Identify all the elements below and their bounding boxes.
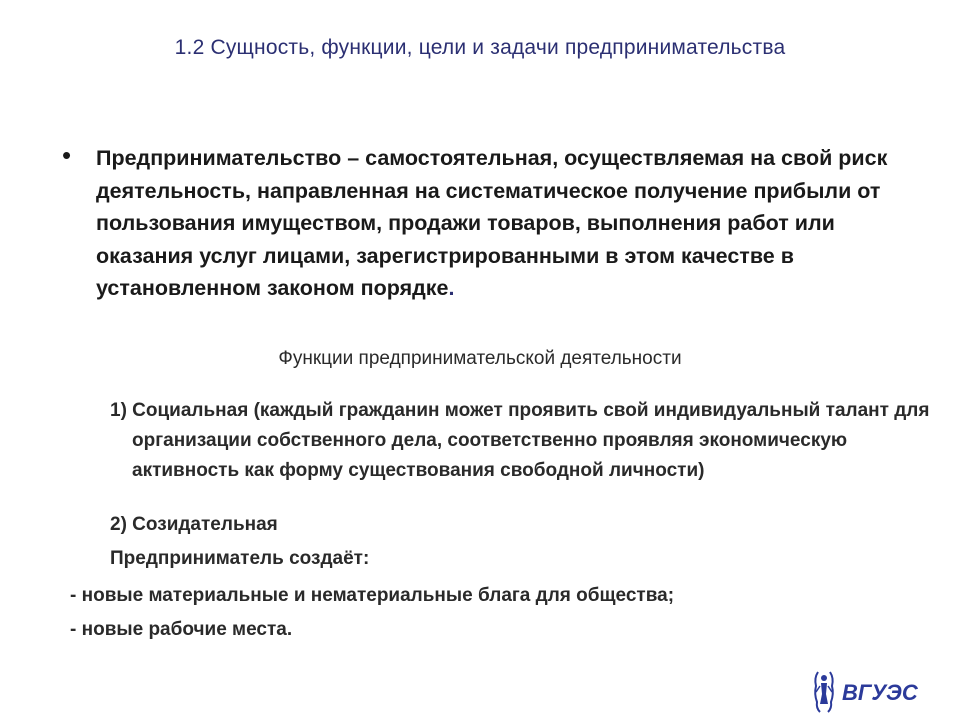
definition-text (96, 142, 936, 305)
bullet-marker: • (62, 140, 72, 170)
logo-text: ВГУЭС (842, 680, 918, 705)
functions-heading: Функции предпринимательской деятельности (278, 348, 682, 369)
creates-label: Предприниматель создаёт: (110, 548, 370, 569)
definition-body: Предпринимательство – самостоятельная, осуществляемая на свой риск деятельность, направленная на систематическое получение прибыли от пользования имуществом, продажи товаров, выполнения работ или оказания услуг лицами, зарегистрированными в этом качестве в установленном законом порядке (96, 146, 888, 300)
slide-title: 1.2 Сущность, функции, цели и задачи предпринимательства (174, 36, 786, 59)
creates-item-jobs: - новые рабочие места. (70, 619, 293, 640)
university-logo (812, 668, 930, 714)
university-emblem-icon (815, 672, 833, 712)
function-social: 1) Социальная (каждый гражданин может проявить свой индивидуальный талант для организации собственного дела, соответственно проявляя экономическую активность как форму существования свободной личности) (110, 400, 930, 481)
function-creative: 2) Созидательная (110, 514, 278, 535)
creates-item-goods: - новые материальные и нематериальные блага для общества; (70, 585, 675, 606)
definition-end: . (448, 276, 455, 300)
